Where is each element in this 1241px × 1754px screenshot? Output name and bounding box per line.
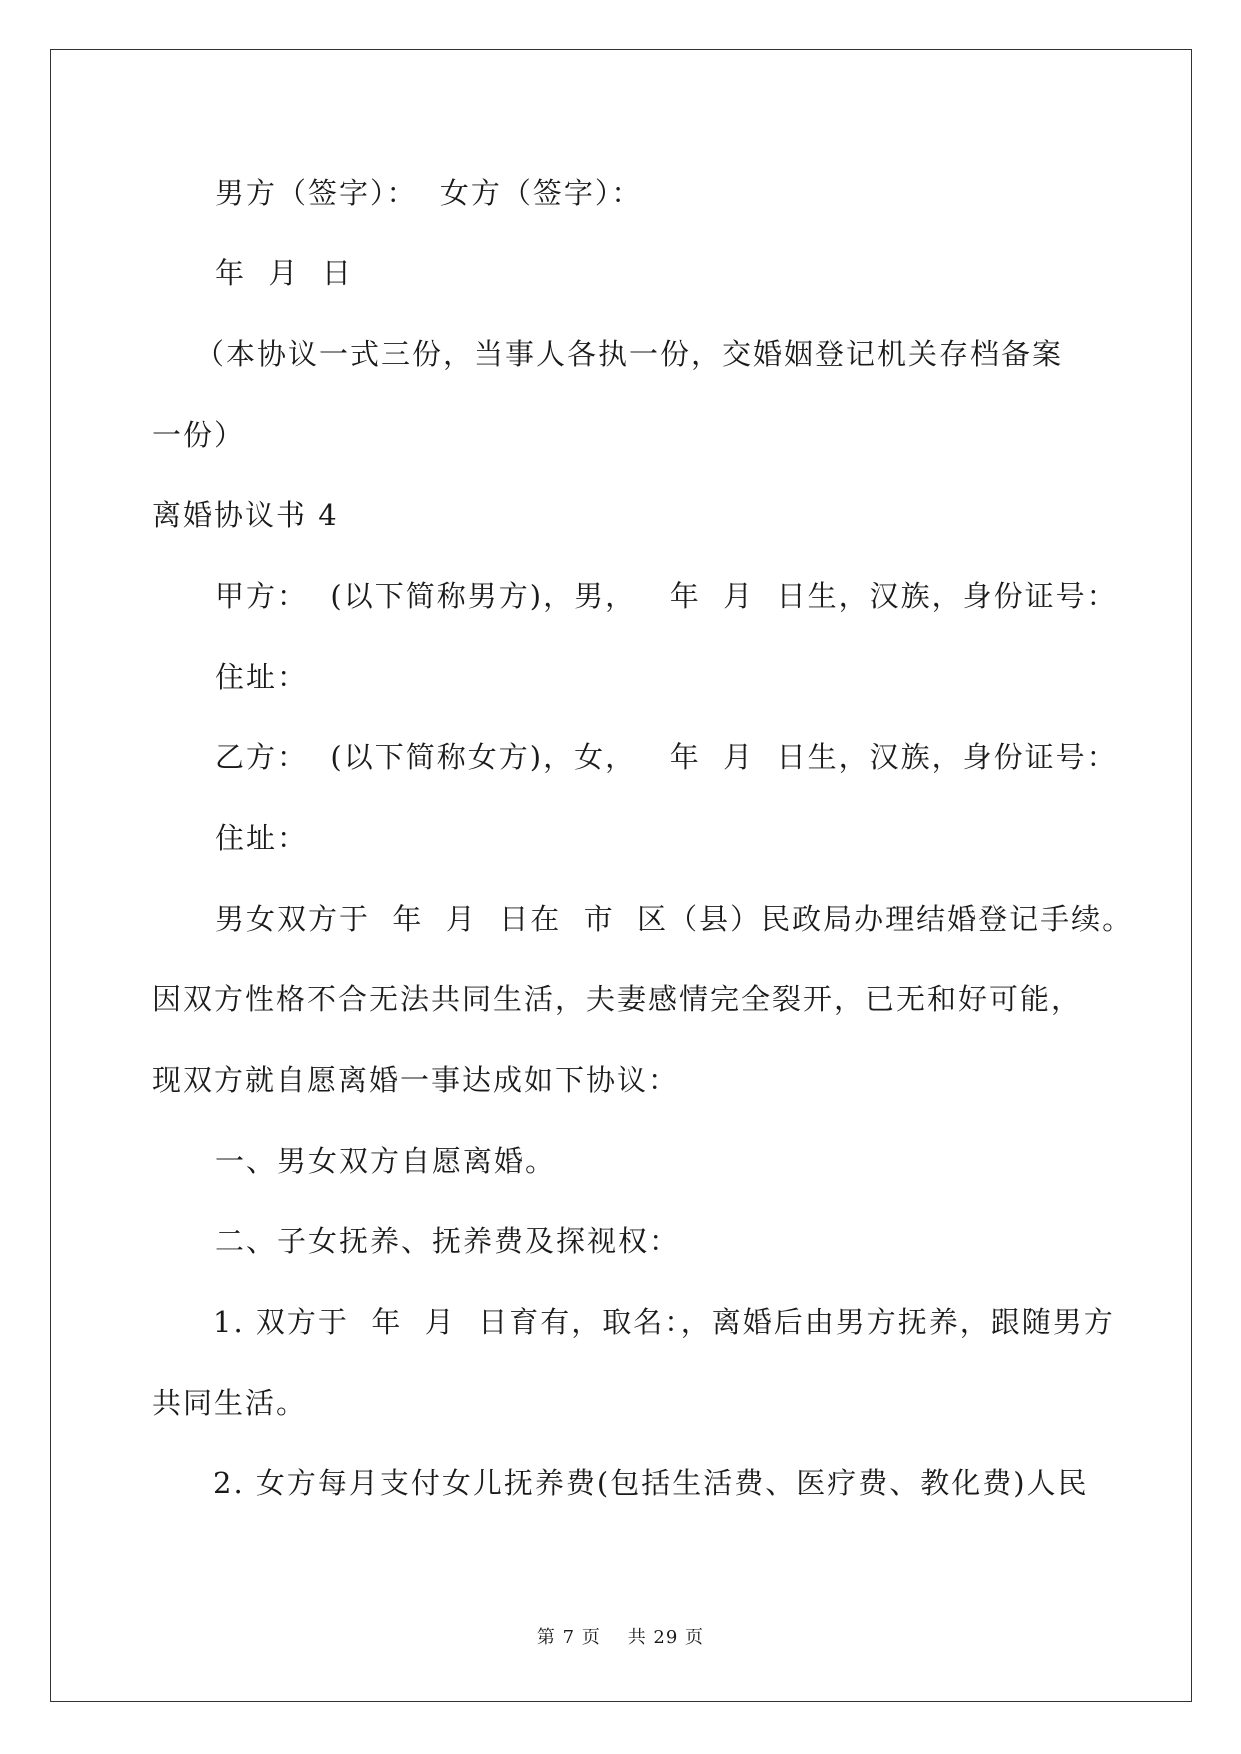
page-border [50,49,1192,1702]
party-a-address: 住址： [215,660,309,694]
clause-two-item-1-line-2: 共同生活。 [152,1386,308,1420]
clause-two-item-1-line-1: 1. 双方于 年 月 日育有，取名：，离婚后由男方抚养，跟随男方 [213,1305,1115,1339]
party-b-line: 乙方： (以下简称女方)，女， 年 月 日生，汉族，身份证号： [215,740,1118,774]
clause-two-item-2-line-1: 2. 女方每月支付女儿抚养费(包括生活费、医疗费、教化费)人民 [213,1466,1089,1500]
date-line: 年 月 日 [215,256,353,290]
page-number-footer: 第 7 页 共 29 页 [536,1627,705,1648]
copies-note-line-1: （本协议一式三份，当事人各执一份，交婚姻登记机关存档备案 [195,337,1064,371]
clause-one: 一、男女双方自愿离婚。 [215,1144,557,1178]
copies-note-line-2: 一份） [152,418,246,452]
section-heading: 离婚协议书 4 [152,498,339,532]
paragraph-marriage-line-2: 因双方性格不合无法共同生活，夫妻感情完全裂开，已无和好可能， [152,982,1083,1016]
paragraph-marriage-line-3: 现双方就自愿离婚一事达成如下协议： [152,1063,680,1097]
clause-two-heading: 二、子女抚养、抚养费及探视权： [215,1224,681,1258]
signature-line: 男方（签字）： 女方（签字）： [215,176,643,210]
paragraph-marriage-line-1: 男女双方于 年 月 日在 市 区（县）民政局办理结婚登记手续。 [215,902,1134,936]
party-b-address: 住址： [215,821,309,855]
party-a-line: 甲方： (以下简称男方)，男， 年 月 日生，汉族，身份证号： [215,579,1118,613]
